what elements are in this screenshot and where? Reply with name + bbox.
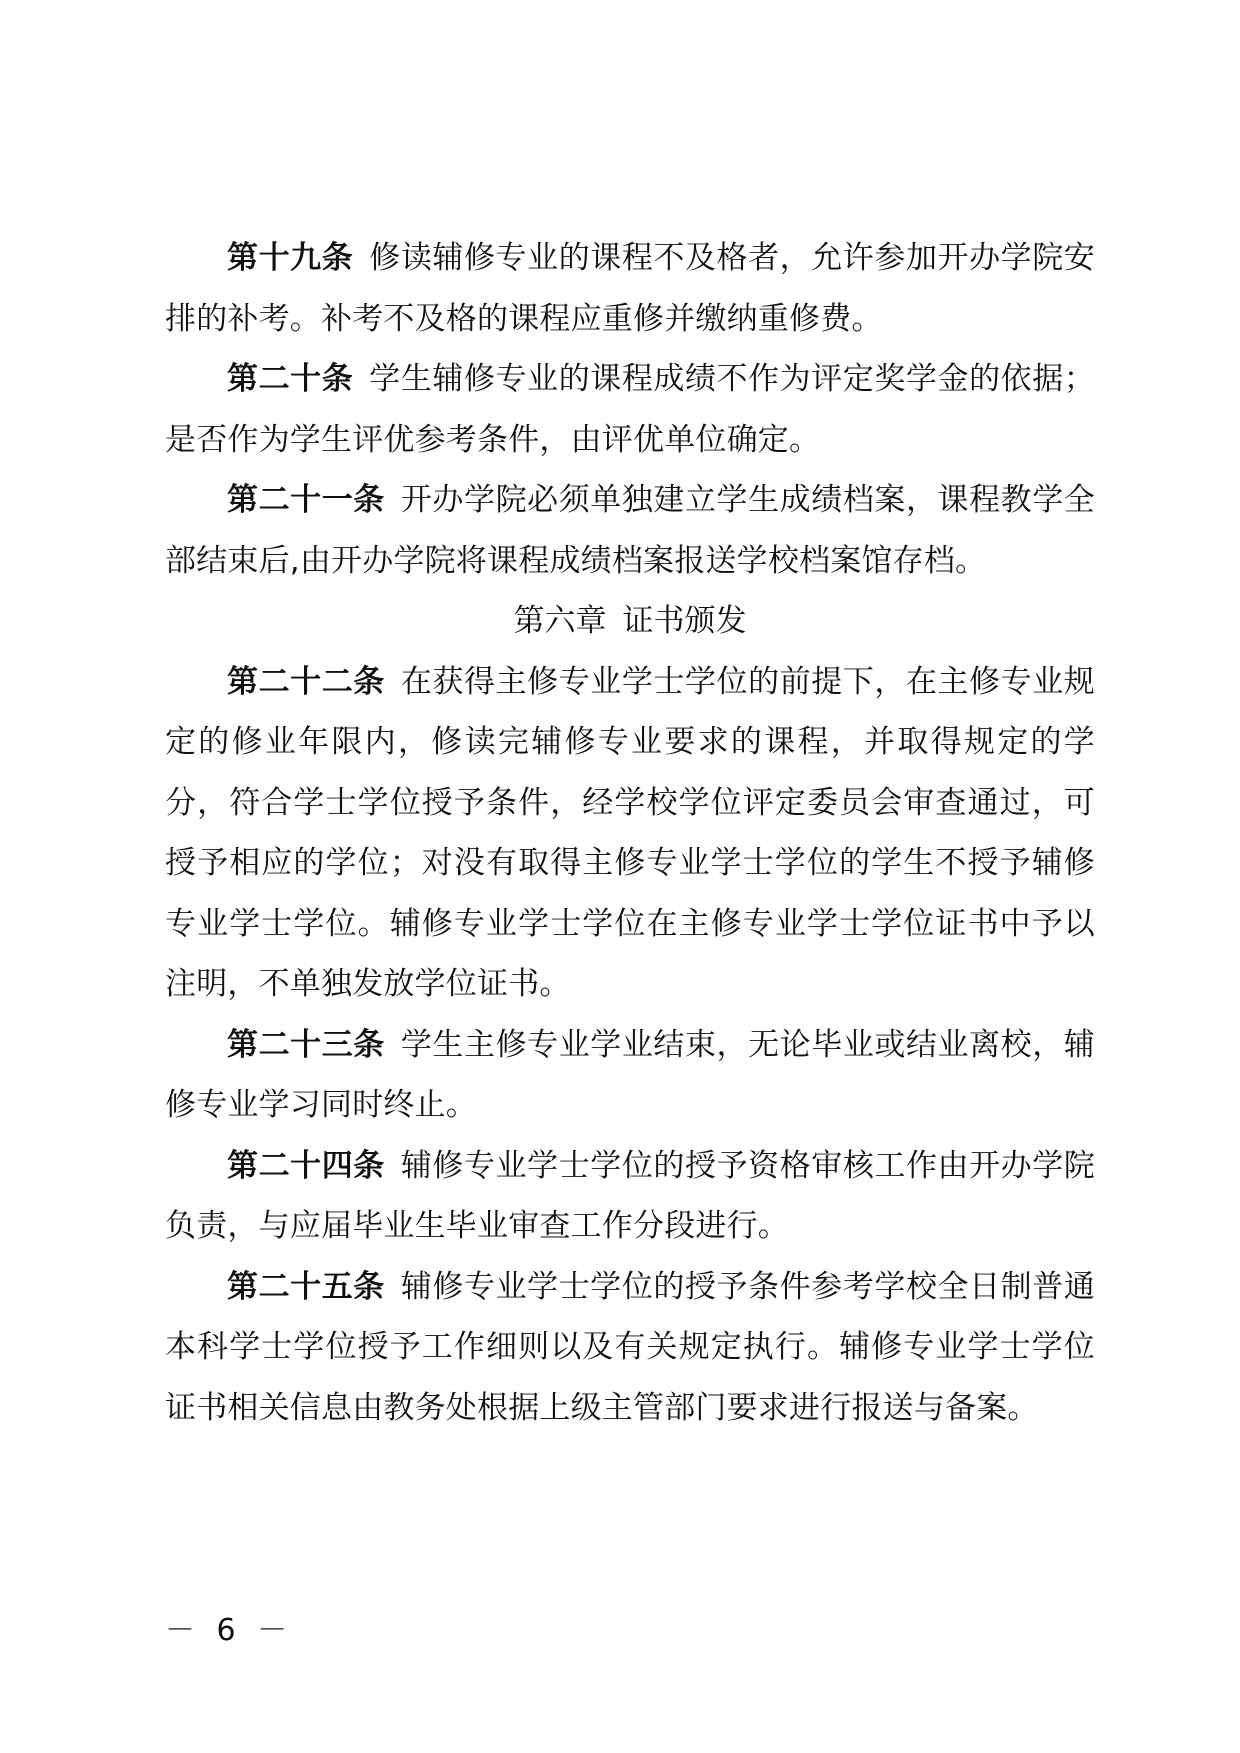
article-heading: 第二十条 xyxy=(227,361,354,397)
page-number: － 6 － xyxy=(165,1613,294,1648)
article-text: 开办学院必须单独建立学生成绩档案，课程教学全部结束后,由开办学院将课程成绩档案报送学校档案馆存档。 xyxy=(165,482,1096,579)
article-heading: 第二十一条 xyxy=(227,482,385,518)
article-text: 辅修专业学士学位的授予资格审核工作由开办学院负责，与应届毕业生毕业审查工作分段进行。 xyxy=(165,1147,1096,1244)
article-heading: 第二十三条 xyxy=(227,1026,385,1063)
article-text: 在获得主修专业学士学位的前提下，在主修专业规定的修业年限内，修读完辅修专业要求的课程，并取得规定的学分，符合学士学位授予条件，经学校学位评定委员会审查通过，可授予相应的学位；对没有取得主修专业学士学位的学生不授予辅修专业学士学位。辅修专业学士学位在主修专业学士学位证书中予以注明，不单独发放学位证书。 xyxy=(165,663,1096,1002)
article-text: 学生主修专业学业结束，无论毕业或结业离校，辅修专业学习同时终止。 xyxy=(165,1026,1096,1123)
article-24 xyxy=(165,1136,1095,1257)
article-heading: 第二十五条 xyxy=(227,1268,385,1305)
document-body xyxy=(165,228,1095,1438)
article-21 xyxy=(165,470,1095,591)
article-heading: 第十九条 xyxy=(227,240,354,276)
article-heading: 第二十二条 xyxy=(227,663,385,700)
article-19 xyxy=(165,228,1095,349)
article-25 xyxy=(165,1257,1095,1439)
chapter-number: 第六章 xyxy=(513,603,607,639)
chapter-heading xyxy=(165,591,1095,652)
article-text: 学生辅修专业的课程成绩不作为评定奖学金的依据；是否作为学生评优参考条件，由评优单位确定。 xyxy=(165,361,1095,458)
article-20 xyxy=(165,349,1095,470)
article-23 xyxy=(165,1015,1095,1136)
article-heading: 第二十四条 xyxy=(227,1147,385,1184)
article-text: 辅修专业学士学位的授予条件参考学校全日制普通本科学士学位授予工作细则以及有关规定执行。辅修专业学士学位证书相关信息由教务处根据上级主管部门要求进行报送与备案。 xyxy=(165,1268,1096,1426)
article-text: 修读辅修专业的课程不及格者，允许参加开办学院安排的补考。补考不及格的课程应重修并缴纳重修费。 xyxy=(165,240,1095,337)
chapter-title: 证书颁发 xyxy=(622,603,747,639)
article-22 xyxy=(165,652,1095,1015)
